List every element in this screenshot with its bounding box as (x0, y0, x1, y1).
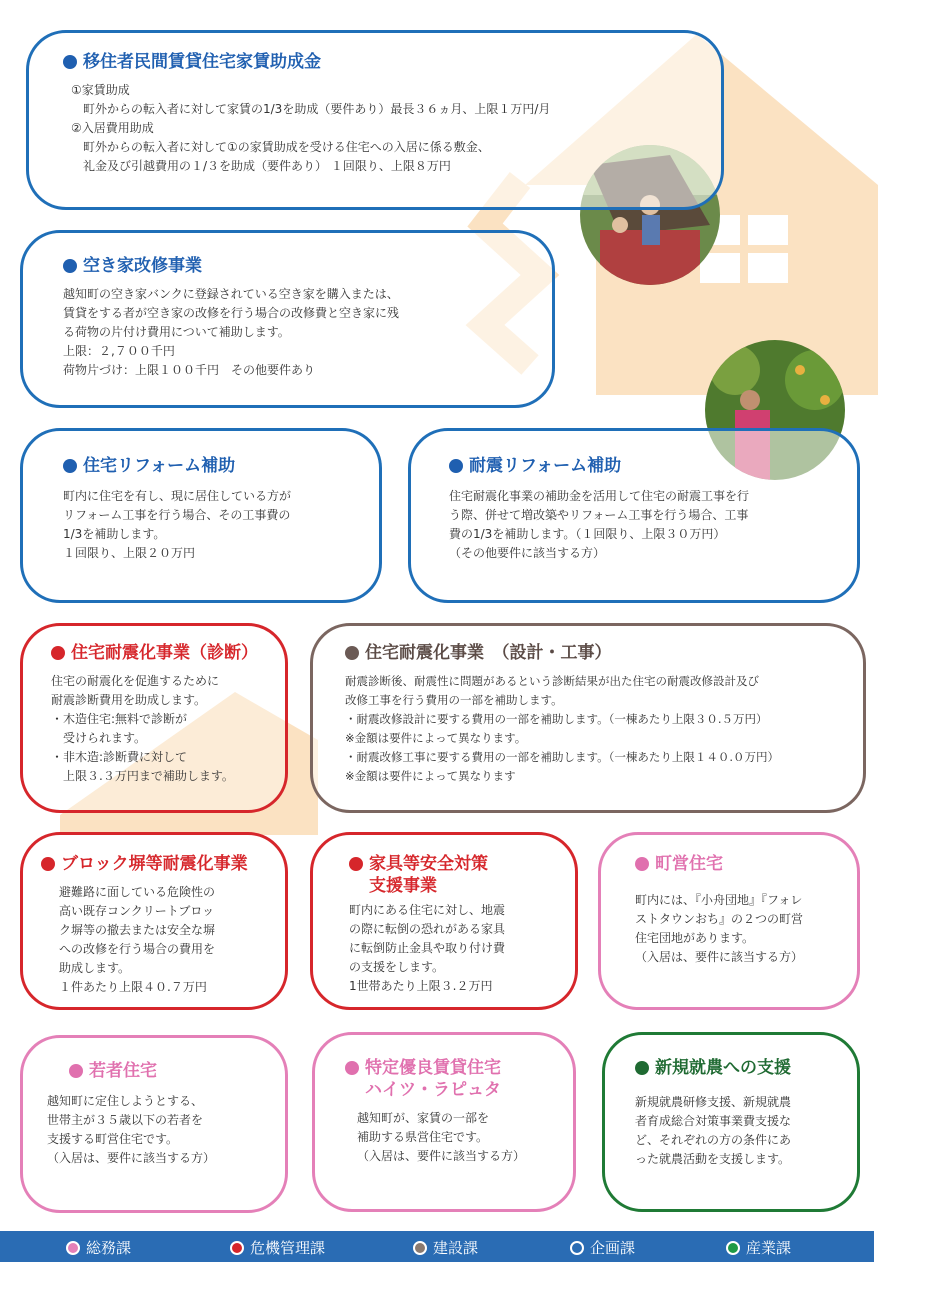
legend-item-kiki: 危機管理課 (230, 1237, 325, 1258)
dot-icon (69, 1064, 83, 1078)
quake-reform-line: （その他要件に該当する方） (449, 546, 606, 560)
vacant-house-title: 空き家改修事業 (63, 255, 532, 277)
dot-icon (51, 646, 65, 660)
vacant-house-panel (20, 230, 555, 408)
rent-subsidy-line: ②入居費用助成 (71, 121, 154, 135)
block-wall-line: への改修を行う場合の費用を (59, 942, 216, 956)
rent-subsidy-title: 移住者民間賃貸住宅家賃助成金 (63, 51, 697, 73)
legend-dot-icon (570, 1241, 584, 1255)
reform-line: 町内に住宅を有し、現に居住している方が (63, 489, 292, 503)
dot-icon (349, 857, 363, 871)
dot-icon (345, 1061, 359, 1075)
quake-work-title: 住宅耐震化事業 （設計・工事） (345, 642, 853, 664)
legend-item-kensetsu: 建設課 (413, 1237, 478, 1258)
furniture-title: 家具等安全対策 支援事業 (349, 853, 565, 897)
youth-housing-line: 越知町に定住しようとする、 (47, 1094, 204, 1108)
town-housing-line: ストタウンおち』の２つの町営 (635, 912, 804, 926)
vacant-house-line: 賃貸をする者が空き家の改修を行う場合の改修費と空き家に残 (63, 306, 400, 320)
town-housing-line: 住宅団地があります。 (635, 931, 755, 945)
special-housing-line: 補助する県営住宅です。 (357, 1130, 489, 1144)
rent-subsidy-line: ①家賃助成 (71, 83, 130, 97)
quake-reform-line: 費の1/3を補助します。（１回限り、上限３０万円） (449, 527, 726, 541)
town-housing-line: 町内には、『小舟団地』『フォレ (635, 893, 803, 907)
quake-diagnosis-title: 住宅耐震化事業（診断） (51, 642, 273, 664)
legend-dot-icon (726, 1241, 740, 1255)
quake-reform-title: 耐震リフォーム補助 (449, 455, 841, 477)
block-wall-line: 高い既存コンクリートブロッ (59, 904, 215, 918)
furniture-line: 1世帯あたり上限３.２万円 (349, 979, 493, 993)
reform-line: １回限り、上限２０万円 (63, 546, 196, 560)
block-wall-line: 助成します。 (59, 961, 131, 975)
quake-work-line: ※金額は要件によって異なります (345, 769, 516, 783)
legend-item-sangyo: 産業課 (726, 1237, 791, 1258)
block-wall-line: ク塀等の撤去または安全な塀 (59, 923, 216, 937)
quake-diagnosis-line: ・非木造:診断費に対して (51, 750, 188, 764)
quake-diagnosis-panel (20, 623, 288, 813)
quake-reform-panel (408, 428, 860, 603)
legend-dot-icon (230, 1241, 244, 1255)
vacant-house-line: 上限：２,７００千円 (63, 344, 175, 358)
farming-line: 者育成総合対策事業費支援な (635, 1114, 792, 1128)
furniture-line: に転倒防止金具や取り付け費 (349, 941, 506, 955)
quake-diagnosis-line: 受けられます。 (51, 731, 147, 745)
dot-icon (345, 646, 359, 660)
block-wall-line: １件あたり上限４０.７万円 (59, 980, 207, 994)
quake-work-line: ・耐震改修工事に要する費用の一部を補助します。（一棟あたり上限１４０.０万円） (345, 750, 779, 764)
reform-line: 1/3を補助します。 (63, 527, 166, 541)
dot-icon (635, 857, 649, 871)
block-wall-title: ブロック塀等耐震化事業 (41, 853, 275, 875)
vacant-house-line: 荷物片づけ：上限１００千円 その他要件あり (63, 363, 316, 377)
farming-line: ど、それぞれの方の条件にあ (635, 1133, 792, 1147)
special-housing-line: 越知町が、家賃の一部を (357, 1111, 490, 1125)
special-housing-panel (312, 1032, 576, 1212)
furniture-line: 町内にある住宅に対し、地震 (349, 903, 506, 917)
farming-title: 新規就農への支援 (635, 1057, 847, 1079)
quake-diagnosis-line: ・木造住宅:無料で診断が (51, 712, 188, 726)
legend-item-kikaku: 企画課 (570, 1237, 635, 1258)
quake-work-line: 改修工事を行う費用の一部を補助します。 (345, 693, 563, 707)
farming-line: った就農活動を支援します。 (635, 1152, 791, 1166)
youth-housing-title: 若者住宅 (47, 1060, 275, 1082)
farming-panel (602, 1032, 860, 1212)
rent-subsidy-line: 礼金及び引越費用の１/３を助成（要件あり） １回限り、上限８万円 (71, 159, 451, 173)
dot-icon (63, 259, 77, 273)
youth-housing-line: 世帯主が３５歳以下の若者を (47, 1113, 204, 1127)
quake-reform-line: う際、併せて増改築やリフォーム工事を行う場合、工事 (449, 508, 749, 522)
vacant-house-line: 越知町の空き家バンクに登録されている空き家を購入または、 (63, 287, 399, 301)
quake-work-line: ・耐震改修設計に要する費用の一部を補助します。（一棟あたり上限３０.５万円） (345, 712, 768, 726)
quake-work-panel (310, 623, 866, 813)
department-legend (0, 1231, 874, 1262)
rent-subsidy-line: 町外からの転入者に対して家賃の1/3を助成（要件あり）最長３６ヵ月、上限１万円/月 (71, 102, 551, 116)
reform-panel (20, 428, 382, 603)
youth-housing-line: 支援する町営住宅です。 (47, 1132, 179, 1146)
special-housing-title: 特定優良賃貸住宅 ハイツ・ラピュタ (345, 1057, 563, 1101)
quake-diagnosis-line: 住宅の耐震化を促進するために (51, 674, 220, 688)
block-wall-panel (20, 832, 288, 1010)
quake-diagnosis-line: 耐震診断費用を助成します。 (51, 693, 207, 707)
youth-housing-panel (20, 1035, 288, 1213)
dot-icon (63, 55, 77, 69)
town-housing-title: 町営住宅 (635, 853, 847, 875)
quake-reform-line: 住宅耐震化事業の補助金を活用して住宅の耐震工事を行 (449, 489, 750, 503)
dot-icon (635, 1061, 649, 1075)
rent-subsidy-line: 町外からの転入者に対して①の家賃助成を受ける住宅への入居に係る敷金、 (71, 140, 490, 154)
reform-title: 住宅リフォーム補助 (63, 455, 359, 477)
furniture-line: の支援をします。 (349, 960, 445, 974)
dot-icon (41, 857, 55, 871)
town-housing-line: （入居は、要件に該当する方） (635, 950, 804, 964)
youth-housing-line: （入居は、要件に該当する方） (47, 1151, 216, 1165)
legend-item-somu: 総務課 (66, 1237, 131, 1258)
rent-subsidy-panel (26, 30, 724, 210)
quake-work-line: ※金額は要件によって異なります。 (345, 731, 527, 745)
farming-line: 新規就農研修支援、新規就農 (635, 1095, 792, 1109)
furniture-panel (310, 832, 578, 1010)
legend-dot-icon (66, 1241, 80, 1255)
vacant-house-line: る荷物の片付け費用について補助します。 (63, 325, 290, 339)
special-housing-line: （入居は、要件に該当する方） (357, 1149, 526, 1163)
quake-diagnosis-line: 上限３.３万円まで補助します。 (51, 769, 234, 783)
reform-line: リフォーム工事を行う場合、その工事費の (63, 508, 291, 522)
dot-icon (63, 459, 77, 473)
legend-dot-icon (413, 1241, 427, 1255)
block-wall-line: 避難路に面している危険性の (59, 885, 216, 899)
quake-work-line: 耐震診断後、耐震性に問題があるという診断結果が出た住宅の耐震改修設計及び (345, 674, 759, 688)
furniture-line: の際に転倒の恐れがある家具 (349, 922, 506, 936)
town-housing-panel (598, 832, 860, 1010)
dot-icon (449, 459, 463, 473)
